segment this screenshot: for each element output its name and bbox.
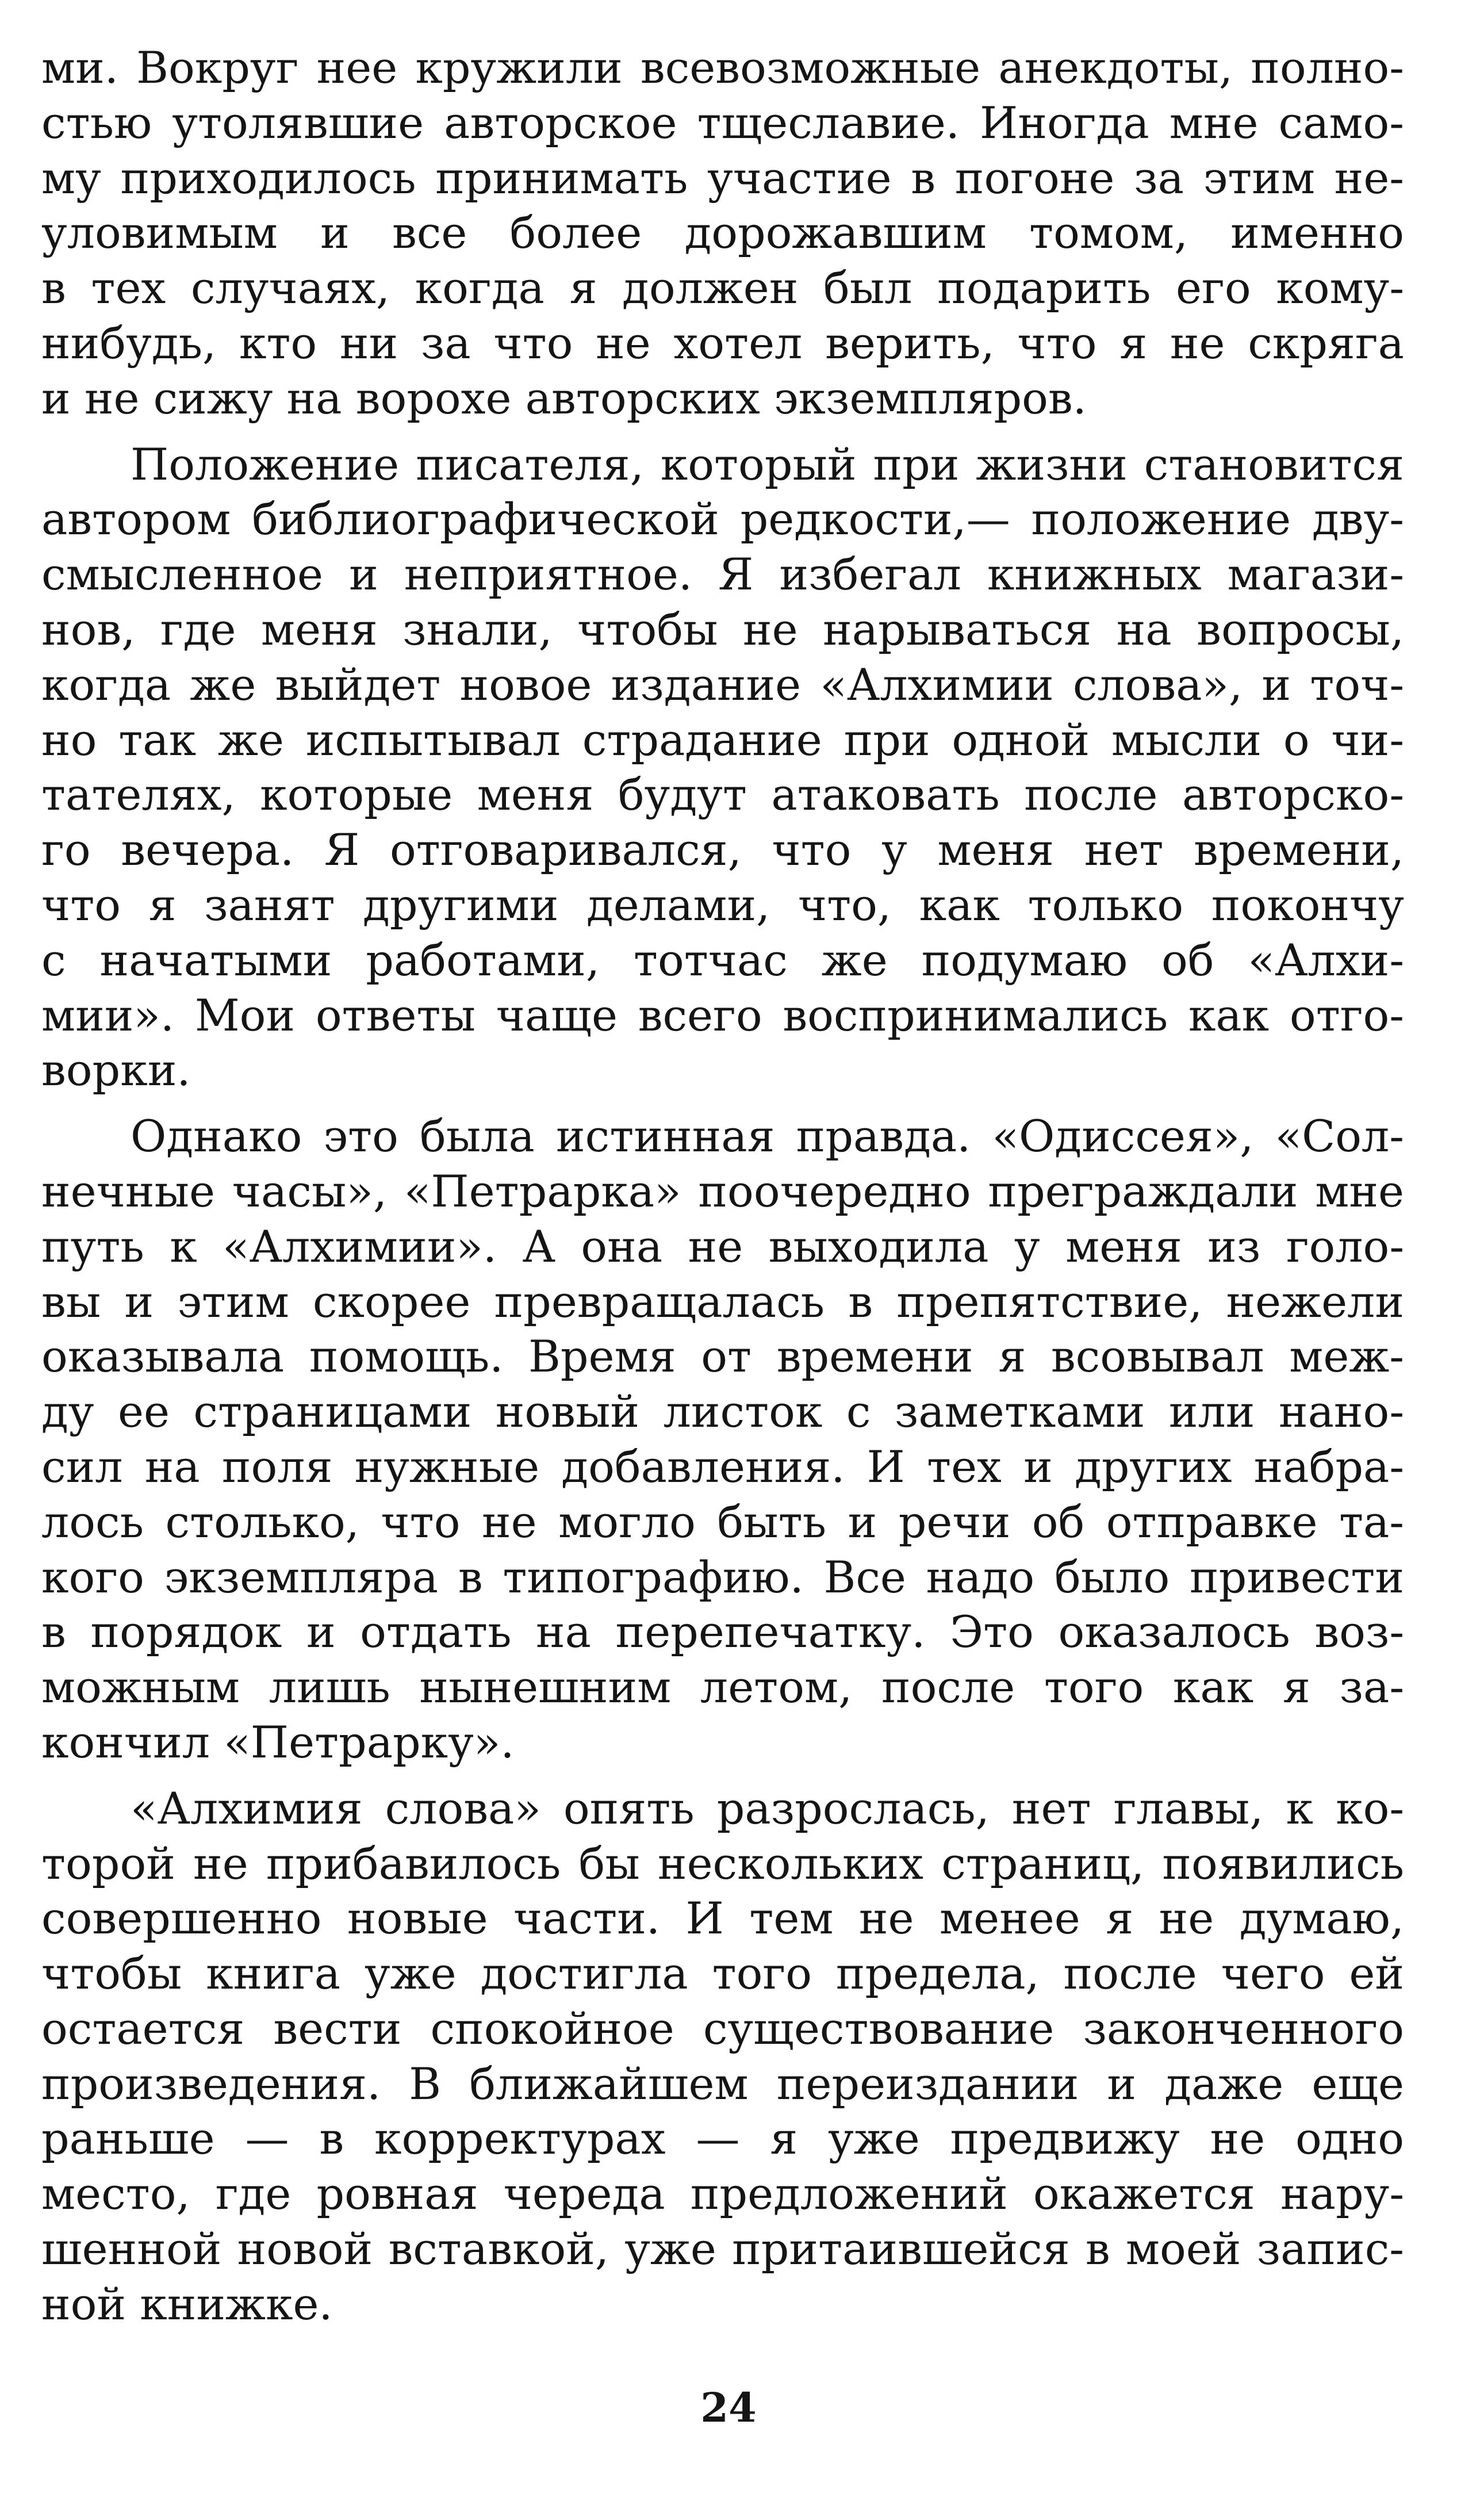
- text-line: автором библиографической редкости,— положение дву-: [41, 493, 1404, 545]
- text-line: раньше — в корректурах — я уже предвижу не одно: [41, 2113, 1404, 2165]
- text-line: можным лишь нынешним летом, после того как я за-: [41, 1661, 1404, 1713]
- text-line: му приходилось принимать участие в погоне за этим не-: [41, 152, 1404, 204]
- text-line: Однако это была истинная правда. «Одиссея», «Сол-: [131, 1110, 1404, 1162]
- text-line: кого экземпляра в типографию. Все надо было привести: [41, 1551, 1404, 1603]
- text-line: сил на поля нужные добавления. И тех и других набра-: [41, 1441, 1404, 1492]
- text-line: оказывала помощь. Время от времени я всовывал меж-: [41, 1331, 1404, 1382]
- text-line: в тех случаях, когда я должен был подарить его кому-: [41, 262, 1404, 314]
- text-line: что я занят другими делами, что, как только покончу: [41, 879, 1404, 930]
- text-line: ворки.: [41, 1044, 191, 1096]
- paragraph: [41, 1781, 1404, 2332]
- text-line: мии». Мои ответы чаще всего воспринимались как отго-: [41, 989, 1404, 1041]
- text-line: кончил «Петрарку».: [41, 1716, 515, 1768]
- text-line: шенной новой вставкой, уже притаившейся в моей запис-: [41, 2223, 1404, 2275]
- text-line: лось столько, что не могло быть и речи об отправке та-: [41, 1496, 1404, 1548]
- text-line: нибудь, кто ни за что не хотел верить, что я не скряга: [41, 317, 1404, 369]
- text-line: чтобы книга уже достигла того предела, после чего ей: [41, 1948, 1404, 2000]
- paragraph: [41, 40, 1404, 426]
- text-line: но так же испытывал страдание при одной мысли о чи-: [41, 714, 1404, 765]
- paragraph: [41, 437, 1404, 1098]
- text-line: торой не прибавилось бы нескольких страниц, появились: [41, 1837, 1404, 1889]
- page-number: 24: [700, 2384, 757, 2431]
- text-line: тателях, которые меня будут атаковать после авторско-: [41, 769, 1404, 821]
- text-line: с начатыми работами, тотчас же подумаю об «Алхи-: [41, 934, 1404, 986]
- text-line: и не сижу на ворохе авторских экземпляров.: [41, 372, 1087, 424]
- text-line: нов, где меня знали, чтобы не нарываться на вопросы,: [41, 603, 1404, 655]
- text-line: ду ее страницами новый листок с заметками или нано-: [41, 1386, 1404, 1438]
- text-line: в порядок и отдать на перепечатку. Это оказалось воз-: [41, 1606, 1404, 1658]
- text-line: го вечера. Я отговаривался, что у меня нет времени,: [41, 824, 1404, 876]
- text-line: ной книжке.: [41, 2278, 333, 2330]
- text-line: смысленное и неприятное. Я избегал книжных магази-: [41, 549, 1404, 600]
- text-line: вы и этим скорее превращалась в препятствие, нежели: [41, 1276, 1404, 1327]
- body-text: [41, 40, 1404, 2343]
- text-line: когда же выйдет новое издание «Алхимии слова», и точ-: [41, 658, 1404, 710]
- text-line: совершенно новые части. И тем не менее я не думаю,: [41, 1893, 1404, 1944]
- text-line: нечные часы», «Петрарка» поочередно преграждали мне: [41, 1165, 1404, 1217]
- text-line: произведения. В ближайшем переиздании и даже еще: [41, 2058, 1404, 2109]
- text-line: стью утолявшие авторское тщеславие. Иногда мне само-: [41, 97, 1404, 148]
- text-line: уловимым и все более дорожавшим томом, именно: [41, 207, 1404, 259]
- text-line: «Алхимия слова» опять разрослась, нет главы, к ко-: [131, 1782, 1404, 1834]
- paragraph: [41, 1109, 1404, 1770]
- text-line: путь к «Алхимии». А она не выходила у меня из голо-: [41, 1220, 1404, 1272]
- text-line: ми. Вокруг нее кружили всевозможные анекдоты, полно-: [41, 42, 1404, 93]
- text-line: место, где ровная череда предложений окажется нару-: [41, 2168, 1404, 2220]
- text-line: остается вести спокойное существование законченного: [41, 2002, 1404, 2054]
- text-line: Положение писателя, который при жизни становится: [131, 438, 1404, 490]
